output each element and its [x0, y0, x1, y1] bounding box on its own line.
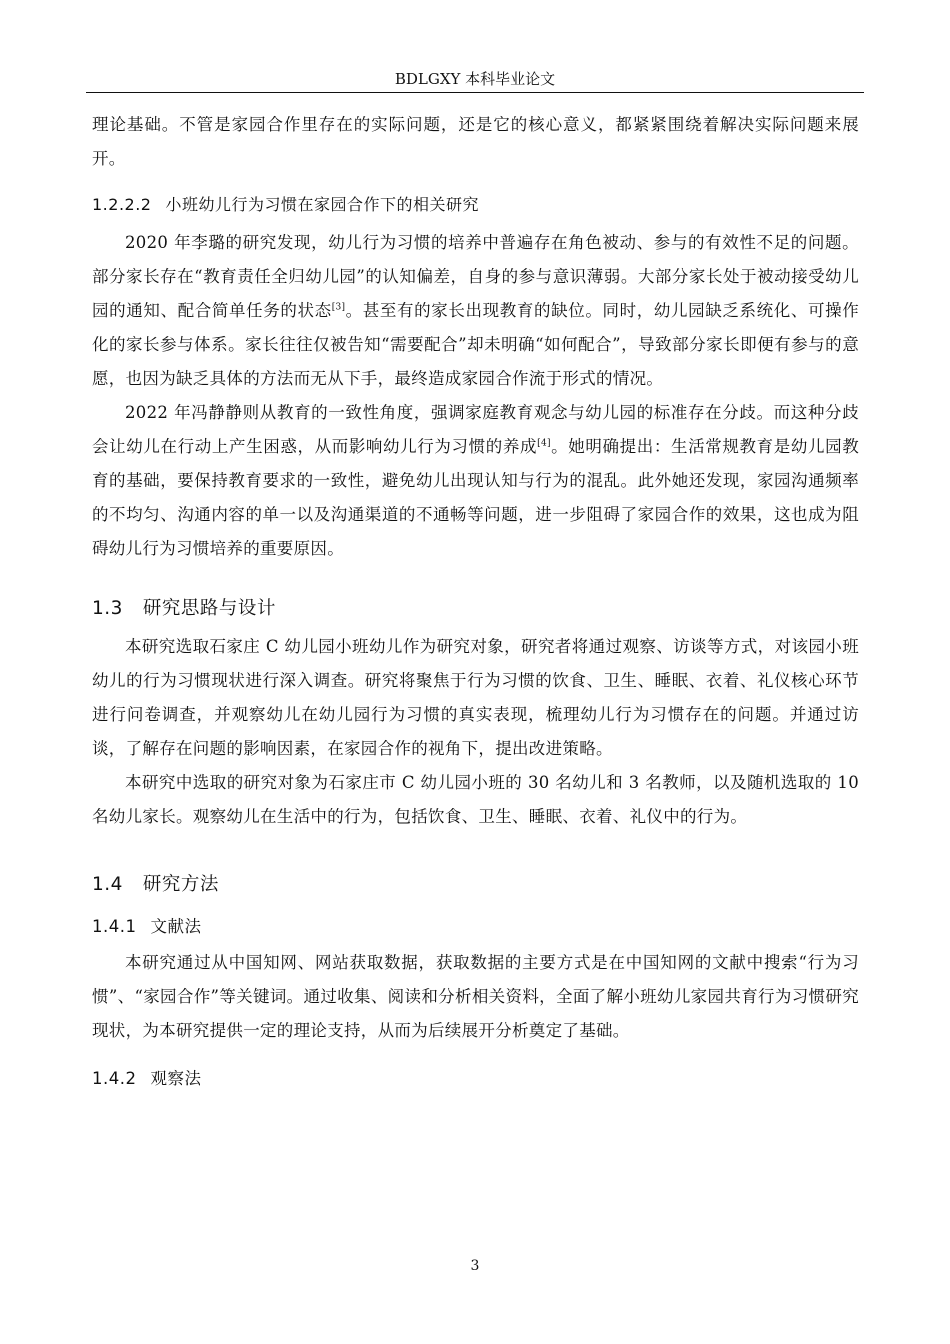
section-heading-1-4-1 [92, 910, 859, 944]
paragraph-text: 。她明确提出：生活常规教育是幼儿园教育的基础，要保持教育要求的一致性，避免幼儿出现认知与行为的混乱。此外她还发现，家园沟通频率的不均匀、沟通内容的单一以及沟通渠道的不通畅等问题，进一步阻碍了家园合作的效果，这也成为阻碍幼儿行为习惯培养的重要原因。 [92, 437, 859, 558]
paragraph-feng-jingjing [92, 396, 859, 566]
section-number: 1.4 [92, 874, 123, 895]
section-title: 小班幼儿行为习惯在家园合作下的相关研究 [165, 195, 479, 214]
paragraph-text: 2022 年冯静静则从教育的一致性角度，强调家庭教育观念与幼儿园的标准存在分歧。而这种分歧会让幼儿在行动上产生困惑，从而影响幼儿行为习惯的养成 [92, 403, 859, 456]
section-number: 1.3 [92, 598, 123, 619]
section-number: 1.4.1 [92, 917, 137, 936]
citation-ref[interactable]: [3] [331, 302, 346, 313]
paragraph-text: 2020 年李璐的研究发现，幼儿行为习惯的培养中普遍存在角色被动、参与的有效性不足的问题。部分家长存在“教育责任全归幼儿园”的认知偏差，自身的参与意识薄弱。大部分家长处于被动接受幼儿园的通知、配合简单任务的状态 [92, 233, 859, 320]
paragraph-literature-method: 本研究通过从中国知网、网站获取数据，获取数据的主要方式是在中国知网的文献中搜索“行为习惯”、“家园合作”等关键词。通过收集、阅读和分析相关资料，全面了解小班幼儿家园共育行为习惯研究现状，为本研究提供一定的理论支持，从而为后续展开分析奠定了基础。 [92, 953, 859, 1040]
section-heading-1-4 [92, 868, 859, 902]
paragraph-continued: 理论基础。不管是家园合作里存在的实际问题，还是它的核心意义，都紧紧围绕着解决实际问题来展开。 [92, 115, 859, 168]
paragraph-research-design: 本研究选取石家庄 C 幼儿园小班幼儿作为研究对象，研究者将通过观察、访谈等方式，对该园小班幼儿的行为习惯现状进行深入调查。研究将聚焦于行为习惯的饮食、卫生、睡眠、衣着、礼仪核心环节进行问卷调查，并观察幼儿在幼儿园行为习惯的真实表现，梳理幼儿行为习惯存在的问题。并通过访谈，了解存在问题的影响因素，在家园合作的视角下，提出改进策略。 [92, 637, 859, 758]
section-title: 文献法 [150, 917, 202, 936]
section-title: 观察法 [150, 1069, 202, 1088]
section-number: 1.4.2 [92, 1069, 137, 1088]
paragraph-li-lu [92, 226, 859, 396]
page-number: 3 [470, 1258, 480, 1274]
section-heading-1-3 [92, 592, 859, 626]
section-number: 1.2.2.2 [92, 195, 152, 214]
header-rule [86, 92, 864, 93]
paragraph-text: 。甚至有的家长出现教育的缺位。同时，幼儿园缺乏系统化、可操作化的家长参与体系。家长往往仅被告知“需要配合”却未明确“如何配合”，导致部分家长即便有参与的意愿，也因为缺乏具体的方法而无从下手，最终造成家园合作流于形式的情况。 [92, 301, 860, 388]
running-header: BDLGXY 本科毕业论文 [394, 70, 556, 88]
document-body [92, 108, 859, 1098]
paragraph-research-subjects: 本研究中选取的研究对象为石家庄市 C 幼儿园小班的 30 名幼儿和 3 名教师，以及随机选取的 10 名幼儿家长。观察幼儿在生活中的行为，包括饮食、卫生、睡眠、衣着、礼仪中的行为。 [92, 773, 859, 826]
section-title: 研究方法 [142, 874, 219, 895]
section-heading-1-4-2 [92, 1062, 859, 1096]
section-heading-1-2-2-2 [92, 190, 859, 220]
section-title: 研究思路与设计 [142, 598, 276, 619]
citation-ref[interactable]: [4] [537, 438, 551, 449]
